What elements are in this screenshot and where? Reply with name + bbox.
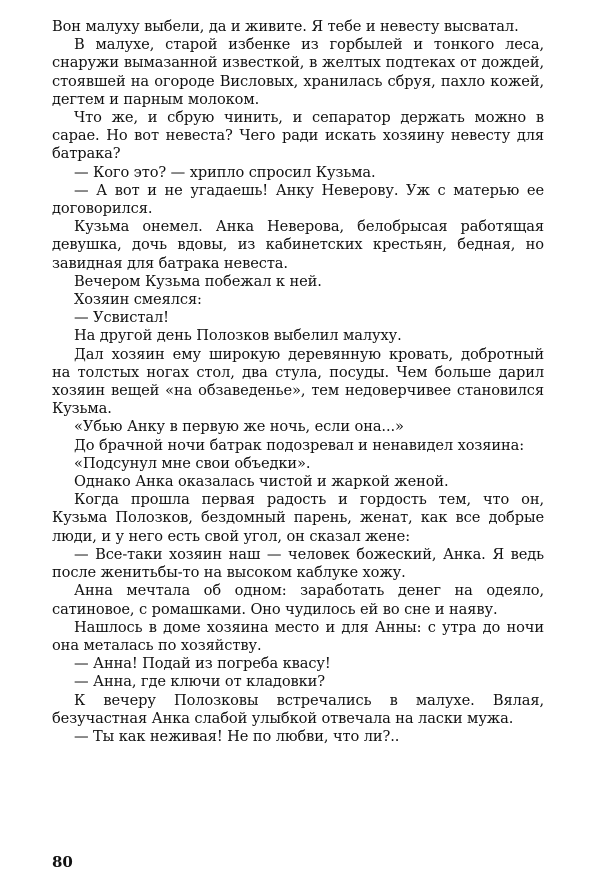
paragraph: К вечеру Полозковы встречались в малухе. Вялая, безучастная Анка слабой улыбкой отвечала на ласки мужа. — [52, 691, 544, 727]
paragraph: Дал хозяин ему широкую деревянную кровать, добротный на толстых ногах стол, два стула, посуды. Чем больше дарил хозяин вещей «на обзаведенье», тем недоверчивее становился Кузьма. — [52, 345, 544, 418]
paragraph: Нашлось в доме хозяина место и для Анны: с утра до ночи она металась по хозяйству. — [52, 618, 544, 654]
page-number: 80 — [52, 853, 73, 871]
paragraph: На другой день Полозков выбелил малуху. — [74, 327, 402, 345]
paragraph: Вон малуху выбели, да и живите. Я тебе и невесту высватал. — [52, 18, 519, 35]
paragraph: Когда прошла первая радость и гордость тем, что он, Кузьма Полозков, бездомный парень, женат, как все добрые люди, и у него есть свой угол, он сказал жене: — [52, 491, 544, 545]
paragraph: «Убью Анку в первую же ночь, если она...» — [74, 418, 404, 436]
paragraph: Кузьма онемел. Анка Неверова, белобрысая работящая девушка, дочь вдовы, из кабинетских крестьян, бедная, но завидная для батрака невеста. — [52, 218, 544, 272]
paragraph: Однако Анка оказалась чистой и жаркой женой. — [74, 473, 449, 491]
paragraph: — Анна! Подай из погреба квасу! — [74, 655, 331, 673]
body-text — [52, 18, 544, 746]
paragraph: Хозяин смеялся: — [74, 291, 202, 309]
paragraph: В малухе, старой избенке из горбылей и тонкого леса, снаружи вымазанной известкой, в желтых подтеках от дождей, стоявшей на огороде Висловых, хранилась сбруя, пахло кожей, дегтем и парным молоком. — [52, 36, 544, 108]
paragraph: Анна мечтала об одном: заработать денег на одеяло, сатиновое, с ромашками. Оно чудилось ей во сне и наяву. — [52, 582, 544, 618]
paragraph: — Анна, где ключи от кладовки? — [74, 673, 325, 691]
paragraph: — Усвистал! — [74, 309, 169, 327]
paragraph: Вечером Кузьма побежал к ней. — [74, 272, 322, 290]
paragraph: Что же, и сбрую чинить, и сепаратор держать можно в сарае. Но вот невеста? Чего ради искать хозяину невесту для батрака? — [52, 109, 544, 163]
paragraph: — Кого это? — хрипло спросил Кузьма. — [74, 163, 376, 181]
paragraph: — Ты как неживая! Не по любви, что ли?.. — [74, 727, 400, 745]
paragraph: «Подсунул мне свои объедки». — [74, 454, 311, 472]
paragraph: — А вот и не угадаешь! Анку Неверову. Уж с матерью ее договорился. — [52, 181, 544, 218]
paragraph: — Все-таки хозяин наш — человек божеский, Анка. Я ведь после женитьбы-то на высоком каблуке хожу. — [52, 545, 544, 582]
paragraph: До брачной ночи батрак подозревал и ненавидел хозяина: — [74, 436, 525, 454]
